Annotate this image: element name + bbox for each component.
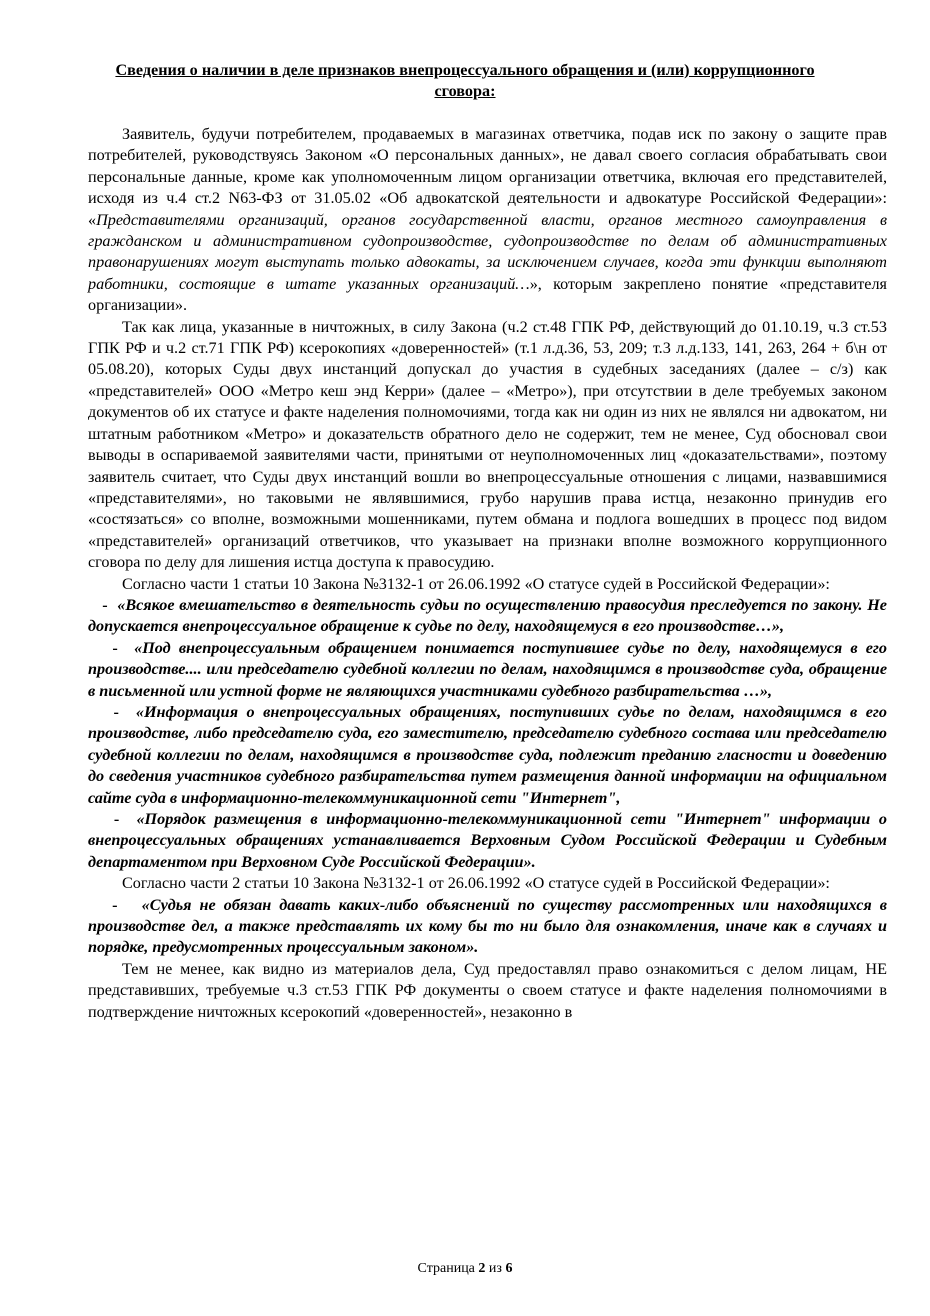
footer-page-total: 6 [505, 1261, 513, 1276]
quote-dash: - [113, 702, 119, 721]
footer-of-word: из [488, 1261, 502, 1276]
quote-dash: - [113, 810, 120, 828]
paragraph-4: Согласно части 2 статьи 10 Закона №3132-1 от 26.06.1992 «О статусе судей в Российской Федерации»: [122, 874, 830, 893]
quote-5 [88, 895, 887, 959]
paragraph-1-tail: », которым закреплено понятие «представителя организации». [88, 274, 887, 315]
quote-1 [88, 595, 887, 638]
paragraph-1-text: Заявитель, будучи потребителем, продаваемых в магазинах ответчика, подав иск по закону о защите прав потребителей, руководствуясь Законом «О персональных данных», не давал своего согласия обрабатывать свои персональные данные, кроме как уполномоченным лицом организации ответчика, включая его представителей, исходя из ч.4 ст.2 N63-ФЗ от 31.05.02 «Об адвокатской деятельности и адвокатуре Российской Федерации»: « [88, 125, 887, 229]
footer-page-current: 2 [478, 1261, 486, 1276]
document-body [88, 124, 887, 1023]
quote-2 [88, 638, 887, 702]
paragraph-3: Согласно части 1 статьи 10 Закона №3132-1 от 26.06.1992 «О статусе судей в Российской Федерации»: [122, 574, 830, 593]
quote-dash: - [112, 895, 118, 914]
page-title: Сведения о наличии в деле признаков внепроцессуального обращения и (или) коррупционного сговора: [115, 61, 815, 100]
quote-dash: - [102, 595, 108, 614]
paragraph-2: Так как лица, указанные в ничтожных, в силу Закона (ч.2 ст.48 ГПК РФ, действующий до 01.10.19, ч.3 ст.53 ГПК РФ и ч.2 ст.71 ГПК РФ) ксерокопиях «доверенностей» (т.1 л.д.36, 53, 209; т.3 л.д.133, 141, 263, 264 + б\н от 05.08.20), которых Суды двух инстанций допускал до участия в судебных заседаниях (далее – с/з) как «представителей» ООО «Метро кеш энд Керри» (далее – «Метро»), при отсутствии в деле требуемых законом документов об их статусе и факте наделения полномочиями, тогда как ни один из них не являлся ни адвокатом, ни штатным работником «Метро» и доказательств обратного дело не содержит, тем не менее, Суд обосновал свои выводы в оспариваемой заявителями части, принятыми от неуполномоченных лиц «доказательствами», поэтому заявитель считает, что Суды двух инстанций вошли во внепроцессуальные отношения с лицами, назвавшимися «представителями», но таковыми не являвшимися, грубо нарушив права истца, незаконно принудив его «состязаться» со вполне, возможными мошенниками, путем обмана и подлога вошедших в процесс под видом «представителей» организаций ответчиков, что указывает на признаки вполне возможного коррупционного сговора по делу для лишения истца доступа к правосудию. [88, 317, 887, 572]
paragraph-5: Тем не менее, как видно из материалов дела, Суд предоставлял право ознакомиться с делом лицам, НЕ представивших, требуемые ч.3 ст.53 ГПК РФ документы о своем статусе и факте наделения полномочиями в подтверждение ничтожных ксерокопий «доверенностей», незаконно в [88, 959, 887, 1021]
quote-4-text: «Порядок размещения в информационно-телекоммуникационной сети "Интернет" информации о внепроцессуальных обращениях устанавливается Верховным Судом Российской Федерации и Судебным департаментом при Верховном Суде Российской Федерации». [88, 810, 887, 871]
quote-1-text: «Всякое вмешательство в деятельность судьи по осуществлению правосудия преследуется по закону. Не допускается внепроцессуальное обращение к судье по делу, находящемуся в его производстве…», [88, 595, 887, 636]
quote-5-text: «Судья не обязан давать каких-либо объяснений по существу рассмотренных или находящихся в производстве дел, а также представлять их кому бы то ни было для ознакомления, иначе как в случаях и порядке, предусмотренных процессуальным законом». [88, 895, 887, 957]
quote-2-text: «Под внепроцессуальным обращением понимается поступившее судье по делу, находящемуся в его производстве.... или председателю судебной коллегии по делам, находящимся в производстве суда, обращение в письменной или устной форме не являющихся участниками судебного разбирательства …», [88, 638, 888, 700]
page-footer [0, 1260, 930, 1278]
quote-3 [88, 702, 887, 809]
footer-page-word: Страница [417, 1261, 475, 1276]
quote-4 [88, 809, 887, 873]
quote-3-text: «Информация о внепроцессуальных обращениях, поступивших судье по делам, находящимся в его производстве, либо председателю суда, его заместителю, председателю судебного состава или председателю судебной коллегии по делам, находящимся в производстве суда, подлежит преданию гласности и доведению до сведения участников судебного разбирательства путем размещения данной информации на официальном сайте суда в информационно-телекоммуникационной сети "Интернет", [88, 702, 888, 807]
paragraph-1 [88, 124, 887, 317]
quote-dash: - [112, 638, 118, 657]
paragraph-1-quote: Представителями организаций, органов государственной власти, органов местного самоуправления в гражданском и административном судопроизводстве, судопроизводстве по делам об административных правонарушениях могут выступать только адвокаты, за исключением случаев, когда эти функции выполняют работники, состоящие в штате указанных организаций… [88, 210, 887, 293]
